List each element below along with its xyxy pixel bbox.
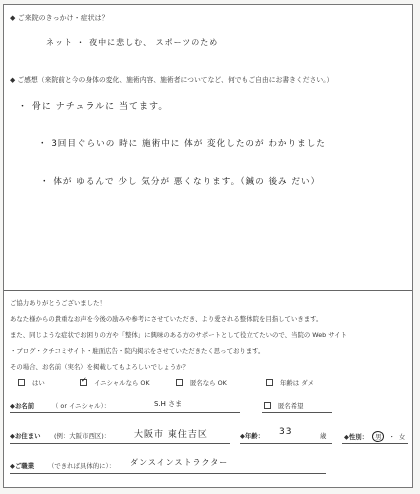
gender-male-selected[interactable]: 男 (372, 431, 384, 442)
section-divider (4, 290, 412, 291)
question-impression-label: ◆ ご感想（来院前と今の身体の変化、施術内容、施術者についてなど、何でもご自由にお書きください。） (10, 76, 334, 84)
impression-answer-3: ・ 体が ゆるんで 少し 気分が 悪くなります。（鍼の 後み だい） (40, 177, 321, 187)
thanks-text-2: また、同じような症状でお困りの方や「整体」に興味のある方のサポートとして役立てたいので、当院の Web サイト (10, 331, 347, 339)
consent-option-anonymous-label: 匿名なら OK (190, 379, 227, 387)
name-hint: （ or イニシャル）： (52, 402, 111, 410)
gender-female[interactable]: 女 (398, 433, 406, 441)
checkbox-no-age[interactable] (266, 379, 273, 386)
job-hint: （できれば具体的に）： (48, 462, 116, 470)
thanks-text-1: あなた様からの貴重なお声を今後の励みや参考にさせていただき、より愛される整体院を目指していきます。 (10, 315, 323, 323)
survey-sheet (3, 4, 413, 488)
answer-reason: ネット ・ 夜中に悲しむ、 スポーツのため (46, 38, 219, 47)
address-underline (10, 443, 230, 444)
consent-option-initials-label: イニシャルなら OK (94, 379, 150, 387)
checkbox-anonymous[interactable] (176, 379, 183, 386)
consent-option-initials[interactable] (80, 378, 150, 387)
anonymous-request-option[interactable] (264, 401, 304, 410)
name-label: ◆お名前 (10, 402, 35, 410)
thanks-text-4: その場合、お名前（実名）を掲載してもよろしいでしょうか？ (10, 363, 189, 371)
age-unit: 歳 (320, 432, 327, 440)
anonymous-request-label: 匿名希望 (278, 402, 304, 410)
name-underline (10, 412, 240, 413)
consent-option-yes[interactable] (18, 378, 45, 387)
job-underline (10, 473, 326, 474)
gender-label: ◆性別： (344, 433, 369, 441)
anon-underline (262, 412, 332, 413)
job-value[interactable]: ダンスインストラクター (130, 458, 229, 467)
address-hint: (例：大阪市西区)： (54, 432, 111, 440)
age-underline (240, 443, 332, 444)
impression-answer-2: ・ 3回目ぐらいの 時に 施術中に 体が 変化したのが わかりました (38, 139, 326, 149)
consent-option-anonymous[interactable] (176, 378, 227, 387)
address-value[interactable]: 大阪市 東住吉区 (134, 430, 208, 440)
job-label: ◆ご職業 (10, 462, 35, 470)
gender-field (344, 431, 405, 442)
checkbox-initials[interactable] (80, 376, 87, 386)
consent-option-yes-label: はい (32, 379, 45, 387)
consent-option-no-age-label: 年齢は ダメ (280, 379, 314, 387)
gender-underline (342, 443, 408, 444)
address-label: ◆お住まい (10, 432, 41, 440)
age-label: ◆年齢： (240, 432, 265, 440)
question-reason-label: ◆ ご来院のきっかけ・症状は？ (10, 14, 109, 22)
check-mark-icon: ✓ (81, 376, 87, 384)
thanks-heading: ご協力ありがとうございました！ (10, 299, 106, 307)
checkbox-anon-request[interactable] (264, 402, 271, 409)
thanks-text-3: ・ブログ・クチコミサイト・駐面広告・院内掲示をさせていただきたく思っております。 (10, 347, 265, 355)
impression-answer-1: ・ 骨に ナチュラルに 当てます。 (18, 102, 169, 112)
name-value[interactable]: S.H さま (154, 400, 183, 408)
consent-option-no-age[interactable] (266, 378, 314, 387)
checkbox-yes[interactable] (18, 379, 25, 386)
gender-separator: ・ (388, 433, 395, 441)
age-value[interactable]: 33 (279, 427, 293, 437)
